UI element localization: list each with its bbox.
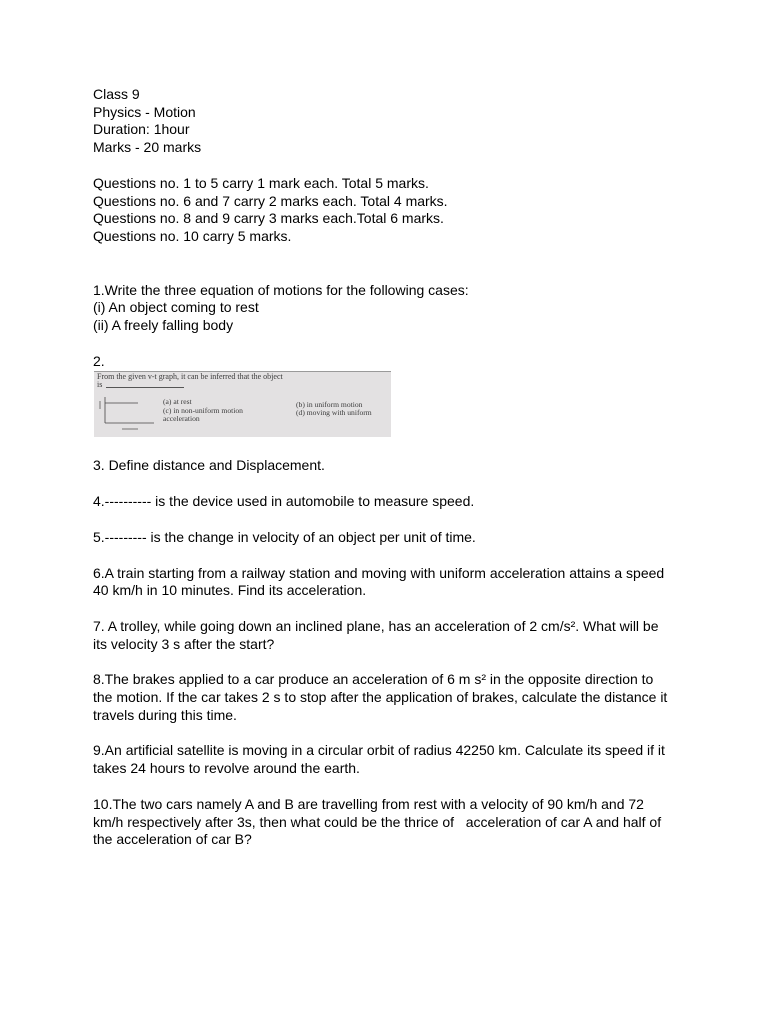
duration-line: Duration: 1hour — [93, 121, 190, 138]
question-2-scanned-image — [94, 371, 391, 437]
question-8 — [93, 671, 685, 724]
scan-stem-line: is — [97, 380, 103, 390]
question-6 — [93, 565, 685, 600]
question-line: 10.The two cars namely A and B are travelling from rest with a velocity of 90 km/h and 72 — [93, 795, 644, 812]
instruction-line: Questions no. 1 to 5 carry 1 mark each. Total 5 marks. — [93, 174, 429, 191]
instructions-block — [93, 175, 685, 246]
question-line: takes 24 hours to revolve around the earth. — [93, 760, 360, 777]
question-line: 8.The brakes applied to a car produce an acceleration of 6 m s² in the opposite direction to — [93, 671, 654, 688]
scan-stem-line: From the given v-t graph, it can be inferred that the object — [97, 372, 283, 382]
question-7 — [93, 618, 685, 653]
scan-option-a: (a) at rest — [163, 397, 192, 407]
header-block — [93, 86, 685, 157]
scan-option-b: (b) in uniform motion — [296, 400, 363, 410]
scan-option-d: (d) moving with uniform — [296, 408, 372, 418]
question-line: travels during this time. — [93, 706, 237, 723]
instruction-line: Questions no. 8 and 9 carry 3 marks each.Total 6 marks. — [93, 210, 444, 227]
question-part: (i) An object coming to rest — [93, 299, 259, 316]
vt-graph-figure — [98, 393, 156, 433]
question-1 — [93, 282, 685, 335]
scan-option-c: (c) in non-uniform motion — [163, 406, 243, 416]
question-2 — [93, 353, 685, 438]
question-10 — [93, 796, 685, 849]
worksheet-page — [93, 86, 685, 849]
question-part: (ii) A freely falling body — [93, 317, 234, 334]
instruction-line: Questions no. 6 and 7 carry 2 marks each. Total 4 marks. — [93, 192, 448, 209]
question-line: 6.A train starting from a railway station and moving with uniform acceleration attains a speed — [93, 564, 665, 581]
question-stem: 1.Write the three equation of motions for the following cases: — [93, 281, 469, 298]
marks-line: Marks - 20 marks — [93, 139, 202, 156]
scan-option-c-cont: acceleration — [163, 414, 200, 424]
question-line: 40 km/h in 10 minutes. Find its acceleration. — [93, 582, 367, 599]
question-9 — [93, 742, 685, 777]
question-line: the acceleration of car B? — [93, 831, 252, 848]
question-line: the motion. If the car takes 2 s to stop after the application of brakes, calculate the distance it — [93, 689, 668, 706]
subject-line: Physics - Motion — [93, 103, 196, 120]
instruction-line: Questions no. 10 carry 5 marks. — [93, 227, 292, 244]
question-line: 9.An artificial satellite is moving in a circular orbit of radius 42250 km. Calculate its speed if it — [93, 742, 665, 759]
question-line: km/h respectively after 3s, then what could be the thrice of acceleration of car A and half of — [93, 813, 662, 830]
question-3: 3. Define distance and Displacement. — [93, 457, 325, 474]
class-line: Class 9 — [93, 86, 140, 102]
question-line: its velocity 3 s after the start? — [93, 635, 275, 652]
question-number: 2. — [93, 352, 105, 369]
question-4: 4.---------- is the device used in automobile to measure speed. — [93, 493, 475, 510]
question-5: 5.--------- is the change in velocity of an object per unit of time. — [93, 528, 476, 545]
question-line: 7. A trolley, while going down an inclined plane, has an acceleration of 2 cm/s². What will be — [93, 617, 659, 634]
